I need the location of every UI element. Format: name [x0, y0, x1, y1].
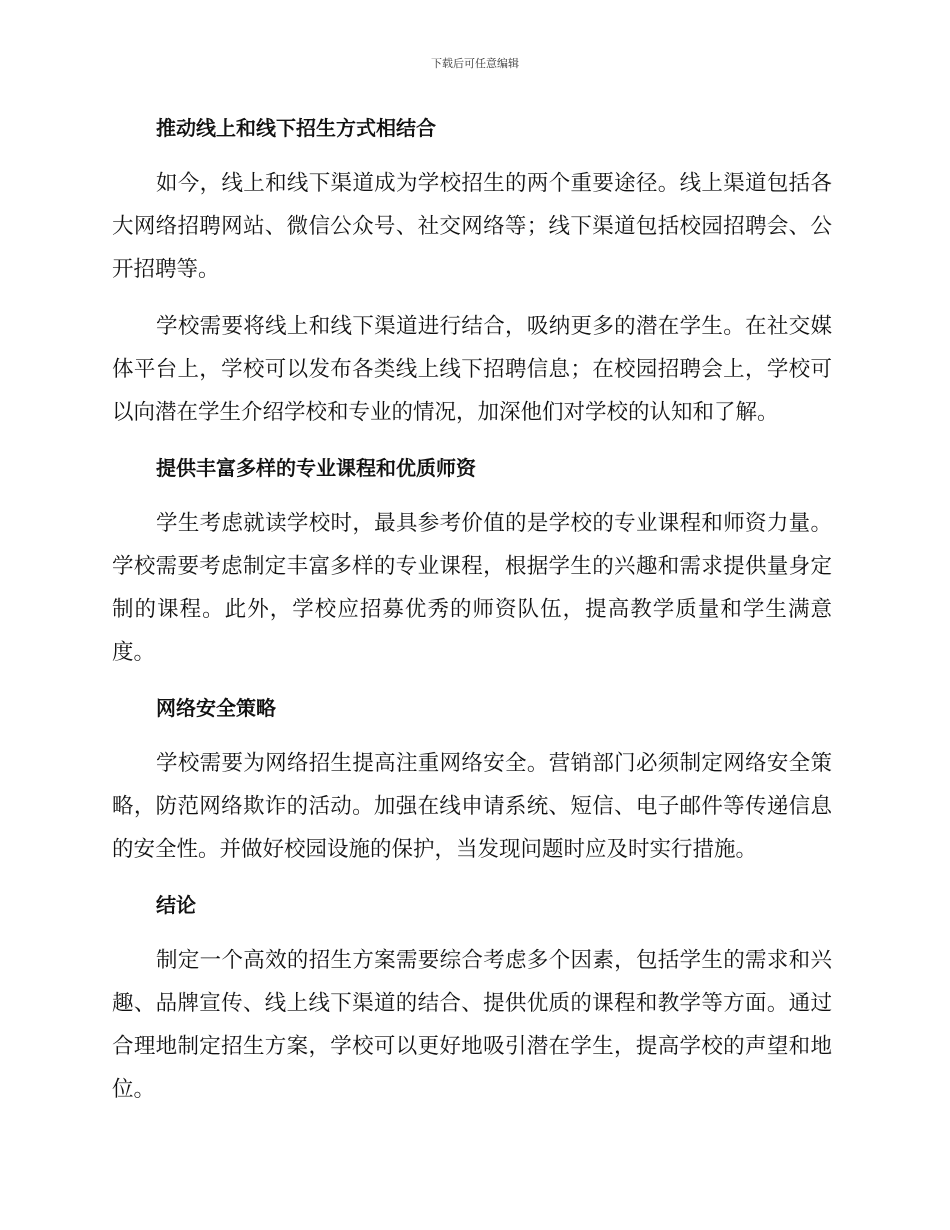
- paragraph: 制定一个高效的招生方案需要综合考虑多个因素，包括学生的需求和兴趣、品牌宣传、线上线下渠道的结合、提供优质的课程和教学等方面。通过合理地制定招生方案，学校可以更好地吸引潜在学生，提高学校的声望和地位。: [112, 948, 832, 1102]
- header-note: 下载后可任意编辑: [431, 57, 519, 70]
- document-body: [112, 108, 832, 1125]
- section-heading-courses-teachers: 提供丰富多样的专业课程和优质师资: [156, 456, 476, 480]
- paragraph: 学校需要为网络招生提高注重网络安全。营销部门必须制定网络安全策略，防范网络欺诈的活动。加强在线申请系统、短信、电子邮件等传递信息的安全性。并做好校园设施的保护，当发现问题时应及时实行措施。: [112, 751, 832, 862]
- paragraph: 如今，线上和线下渠道成为学校招生的两个重要途径。线上渠道包括各大网络招聘网站、微信公众号、社交网络等；线下渠道包括校园招聘会、公开招聘等。: [112, 171, 832, 282]
- section-heading-network-security: 网络安全策略: [156, 696, 276, 720]
- paragraph: 学生考虑就读学校时，最具参考价值的是学校的专业课程和师资力量。学校需要考虑制定丰富多样的专业课程，根据学生的兴趣和需求提供量身定制的课程。此外，学校应招募优秀的师资队伍，提高教学质量和学生满意度。: [112, 511, 832, 665]
- paragraph: 学校需要将线上和线下渠道进行结合，吸纳更多的潜在学生。在社交媒体平台上，学校可以发布各类线上线下招聘信息；在校园招聘会上，学校可以向潜在学生介绍学校和专业的情况，加深他们对学校的认知和了解。: [112, 314, 832, 425]
- section-heading-conclusion: 结论: [156, 893, 196, 917]
- section-heading-online-offline: 推动线上和线下招生方式相结合: [156, 116, 436, 140]
